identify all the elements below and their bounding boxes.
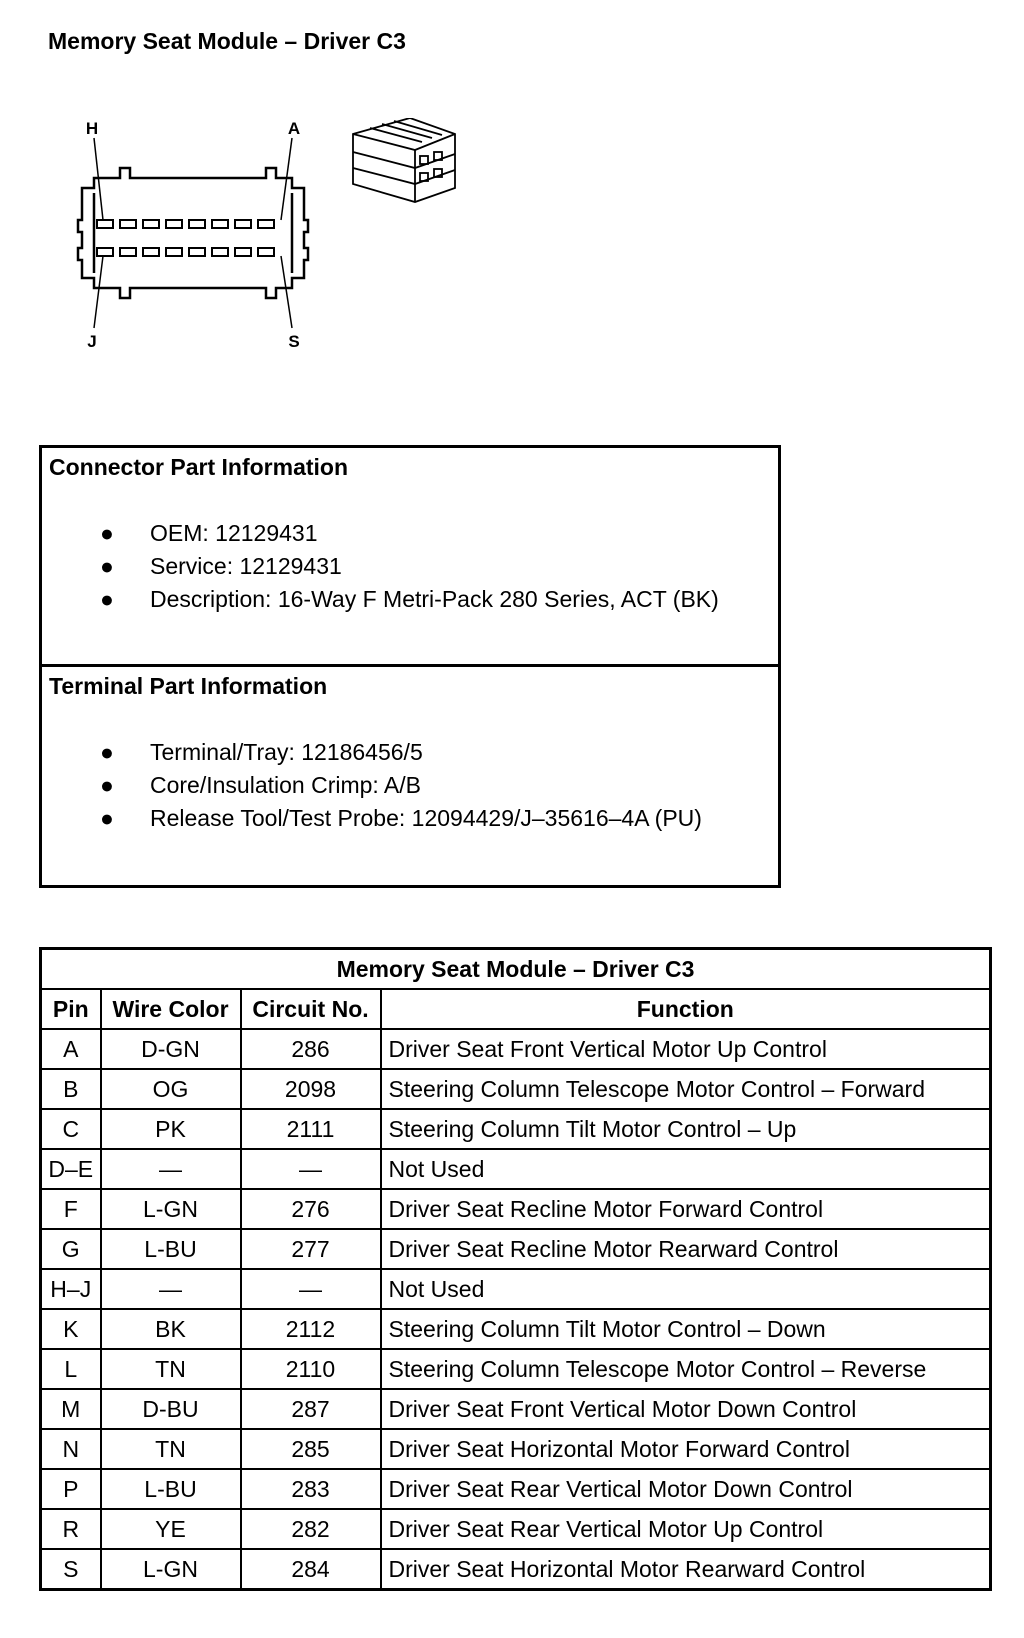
cell-pin: D–E: [41, 1149, 101, 1189]
cell-circuit: 2111: [241, 1109, 381, 1149]
cell-wire-color: BK: [101, 1309, 241, 1349]
pinout-rows: [41, 1029, 991, 1590]
cell-function: Steering Column Telescope Motor Control – Forward: [381, 1069, 991, 1109]
bullet-icon: ●: [100, 772, 114, 798]
cell-circuit: 283: [241, 1469, 381, 1509]
list-item: [49, 802, 771, 835]
cell-wire-color: D-GN: [101, 1029, 241, 1069]
list-item-text: Release Tool/Test Probe: 12094429/J–35616–4A (PU): [150, 805, 702, 831]
cell-circuit: 277: [241, 1229, 381, 1269]
connector-info-list: [49, 517, 771, 616]
connector-isometric-icon: [353, 118, 455, 202]
connector-info-heading: Connector Part Information: [49, 454, 349, 480]
cell-circuit: 2110: [241, 1349, 381, 1389]
pin-label-a: A: [287, 119, 301, 138]
header-circuit: Circuit No.: [241, 989, 381, 1029]
table-row: [41, 1069, 991, 1109]
cell-function: Not Used: [381, 1269, 991, 1309]
header-function: Function: [381, 989, 991, 1029]
table-caption: Memory Seat Module – Driver C3: [41, 949, 991, 990]
cell-function: Driver Seat Rear Vertical Motor Up Control: [381, 1509, 991, 1549]
table-row: [41, 1389, 991, 1429]
cell-function: Driver Seat Horizontal Motor Rearward Control: [381, 1549, 991, 1590]
cell-function: Driver Seat Rear Vertical Motor Down Control: [381, 1469, 991, 1509]
bullet-icon: ●: [100, 739, 114, 765]
list-item-text: Service: 12129431: [150, 553, 342, 579]
list-item: [49, 583, 771, 616]
cell-circuit: 286: [241, 1029, 381, 1069]
list-item-text: OEM: 12129431: [150, 520, 318, 546]
cell-pin: S: [41, 1549, 101, 1590]
cell-pin: G: [41, 1229, 101, 1269]
pin-label-s: S: [288, 332, 300, 351]
cell-pin: C: [41, 1109, 101, 1149]
cell-circuit: 2098: [241, 1069, 381, 1109]
cell-wire-color: L-BU: [101, 1469, 241, 1509]
cell-pin: L: [41, 1349, 101, 1389]
cell-pin: A: [41, 1029, 101, 1069]
cell-wire-color: D-BU: [101, 1389, 241, 1429]
cell-wire-color: L-GN: [101, 1549, 241, 1590]
cell-pin: P: [41, 1469, 101, 1509]
table-row: [41, 1429, 991, 1469]
bullet-icon: ●: [100, 805, 114, 831]
terminal-info-heading: Terminal Part Information: [49, 673, 328, 699]
table-row: [41, 1189, 991, 1229]
cell-pin: H–J: [41, 1269, 101, 1309]
pin-label-h: H: [85, 119, 99, 138]
cell-function: Driver Seat Recline Motor Forward Control: [381, 1189, 991, 1229]
table-row: [41, 1549, 991, 1590]
pin-label-j: J: [87, 332, 97, 351]
list-item-text: Terminal/Tray: 12186456/5: [150, 739, 423, 765]
cell-circuit: 287: [241, 1389, 381, 1429]
cell-circuit: —: [241, 1269, 381, 1309]
table-row: [41, 1309, 991, 1349]
cell-function: Not Used: [381, 1149, 991, 1189]
header-pin: Pin: [41, 989, 101, 1029]
cell-function: Driver Seat Front Vertical Motor Down Control: [381, 1389, 991, 1429]
table-row: [41, 1269, 991, 1309]
page-title: Memory Seat Module – Driver C3: [48, 28, 406, 54]
pinout-table: [39, 947, 992, 1591]
list-item: [49, 550, 771, 583]
cell-wire-color: —: [101, 1269, 241, 1309]
terminal-info-list: [49, 736, 771, 835]
table-row: [41, 1509, 991, 1549]
cell-wire-color: L-BU: [101, 1229, 241, 1269]
cell-wire-color: —: [101, 1149, 241, 1189]
cell-wire-color: PK: [101, 1109, 241, 1149]
list-item: [49, 517, 771, 550]
list-item-text: Description: 16-Way F Metri-Pack 280 Series, ACT (BK): [150, 586, 719, 612]
table-row: [41, 1109, 991, 1149]
cell-pin: B: [41, 1069, 101, 1109]
table-row: [41, 1469, 991, 1509]
cell-circuit: 276: [241, 1189, 381, 1229]
list-item-text: Core/Insulation Crimp: A/B: [150, 772, 422, 798]
cell-wire-color: OG: [101, 1069, 241, 1109]
cell-function: Steering Column Tilt Motor Control – Up: [381, 1109, 991, 1149]
cell-pin: K: [41, 1309, 101, 1349]
cell-circuit: 282: [241, 1509, 381, 1549]
terminal-cavities: [97, 220, 274, 256]
connector-face: [78, 168, 308, 298]
list-item: [49, 769, 771, 802]
part-info-box: [39, 445, 781, 888]
cell-function: Steering Column Tilt Motor Control – Down: [381, 1309, 991, 1349]
bullet-icon: ●: [100, 553, 114, 579]
cell-wire-color: TN: [101, 1349, 241, 1389]
cell-circuit: 2112: [241, 1309, 381, 1349]
cell-function: Driver Seat Horizontal Motor Forward Control: [381, 1429, 991, 1469]
header-wire-color: Wire Color: [101, 989, 241, 1029]
list-item: [49, 736, 771, 769]
table-row: [41, 1029, 991, 1069]
table-row: [41, 1349, 991, 1389]
cell-function: Driver Seat Recline Motor Rearward Control: [381, 1229, 991, 1269]
cell-function: Steering Column Telescope Motor Control – Reverse: [381, 1349, 991, 1389]
table-row: [41, 1229, 991, 1269]
cell-circuit: 284: [241, 1549, 381, 1590]
bullet-icon: ●: [100, 586, 114, 612]
cell-pin: R: [41, 1509, 101, 1549]
connector-info-section: [42, 448, 778, 667]
cell-wire-color: YE: [101, 1509, 241, 1549]
connector-diagram: [70, 118, 490, 358]
cell-function: Driver Seat Front Vertical Motor Up Control: [381, 1029, 991, 1069]
cell-circuit: 285: [241, 1429, 381, 1469]
bullet-icon: ●: [100, 520, 114, 546]
cell-pin: M: [41, 1389, 101, 1429]
pin-leader-lines: [94, 138, 292, 328]
table-row: [41, 1149, 991, 1189]
cell-wire-color: TN: [101, 1429, 241, 1469]
cell-wire-color: L-GN: [101, 1189, 241, 1229]
cell-circuit: —: [241, 1149, 381, 1189]
cell-pin: N: [41, 1429, 101, 1469]
terminal-info-section: [42, 667, 778, 885]
cell-pin: F: [41, 1189, 101, 1229]
